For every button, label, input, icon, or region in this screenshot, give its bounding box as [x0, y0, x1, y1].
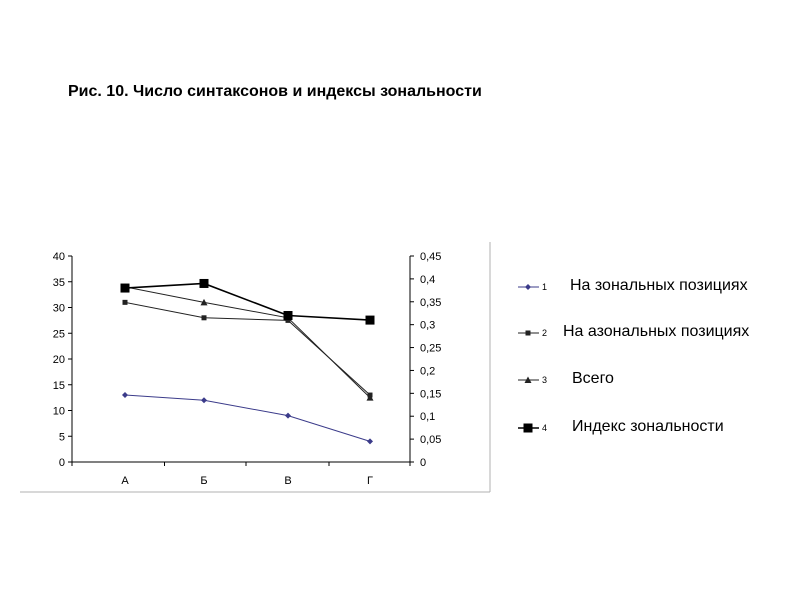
- x-tick-label: А: [121, 475, 129, 487]
- right-axis: [410, 251, 441, 469]
- right-tick-label: 0,1: [420, 411, 436, 424]
- left-axis: [53, 251, 72, 469]
- left-tick-label: 5: [58, 431, 65, 444]
- legend-label-2: На азональных позициях: [563, 323, 750, 340]
- legend-marker-1: [525, 284, 531, 290]
- data-point-4: [366, 316, 375, 325]
- right-tick-label: 0,45: [420, 251, 442, 263]
- x-tick-label: Г: [367, 475, 373, 487]
- data-point-4: [200, 279, 209, 288]
- right-tick-label: 0,05: [420, 434, 442, 447]
- left-tick-label: 10: [52, 405, 65, 418]
- data-point-1: [285, 413, 291, 419]
- data-point-4: [121, 284, 130, 293]
- legend-marker-4: [524, 424, 533, 433]
- right-tick-label: 0,3: [420, 319, 436, 332]
- legend-marker-2: [526, 331, 531, 336]
- left-tick-label: 30: [52, 302, 65, 315]
- series-group: [121, 279, 375, 444]
- right-tick-label: 0: [420, 457, 427, 469]
- legend-label-3: Всего: [572, 370, 614, 387]
- series-line-4: [125, 283, 370, 320]
- data-point-2: [202, 315, 207, 320]
- data-point-1: [367, 438, 373, 444]
- right-tick-label: 0,25: [420, 342, 442, 355]
- right-tick-label: 0,4: [420, 273, 436, 286]
- legend-number-3: 3: [542, 375, 548, 385]
- left-tick-label: 0: [58, 457, 65, 469]
- legend-number-4: 4: [542, 423, 548, 433]
- series-line-3: [125, 287, 370, 398]
- left-tick-label: 25: [52, 328, 65, 341]
- x-tick-label: Б: [200, 475, 208, 487]
- data-point-2: [123, 300, 128, 305]
- right-tick-label: 0,35: [420, 296, 442, 309]
- legend-label-4: Индекс зональности: [572, 418, 724, 435]
- legend-number-2: 2: [542, 328, 548, 338]
- right-tick-label: 0,2: [420, 365, 436, 378]
- left-tick-label: 35: [52, 276, 65, 289]
- legend-label-1: На зональных позициях: [570, 277, 748, 294]
- x-tick-label: В: [284, 475, 292, 487]
- x-axis: [72, 462, 410, 487]
- left-tick-label: 15: [52, 379, 65, 392]
- data-point-1: [201, 397, 207, 403]
- data-point-1: [122, 392, 128, 398]
- right-tick-label: 0,15: [420, 388, 442, 401]
- series-line-1: [125, 395, 370, 441]
- series-line-2: [125, 302, 370, 395]
- left-tick-label: 20: [52, 354, 65, 366]
- legend-number-1: 1: [542, 282, 548, 292]
- left-tick-label: 40: [52, 251, 65, 263]
- data-point-4: [284, 311, 293, 320]
- legend-marks: [518, 282, 547, 433]
- chart-title: Рис. 10. Число синтаксонов и индексы зональности: [68, 83, 482, 100]
